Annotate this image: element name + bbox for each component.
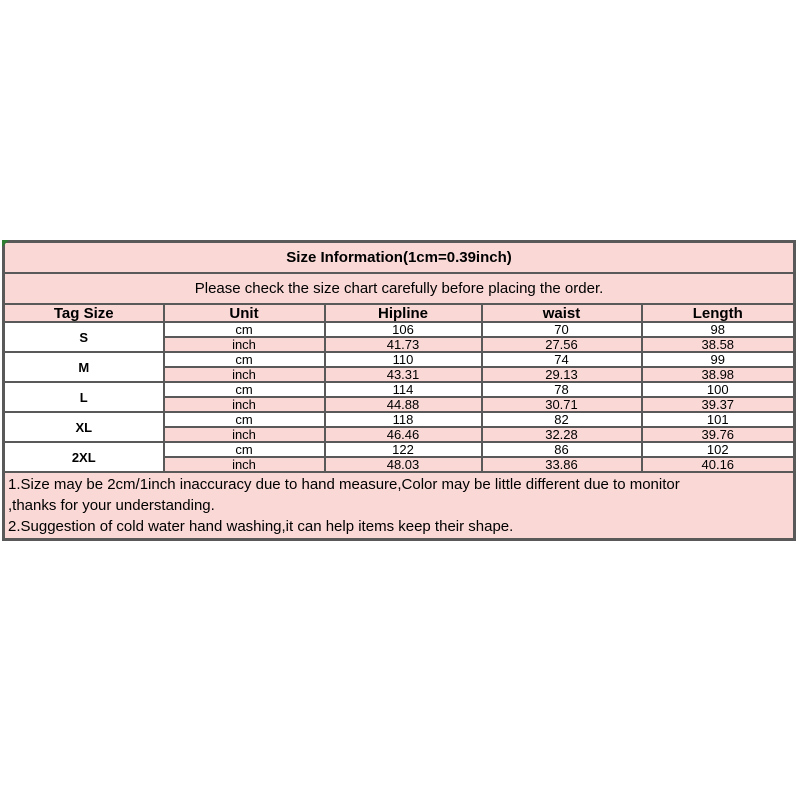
value-cell: 33.86	[482, 457, 642, 472]
value-cell: 101	[642, 412, 795, 427]
value-cell: 38.98	[642, 367, 795, 382]
value-cell: 110	[325, 352, 482, 367]
table-subtitle: Please check the size chart carefully before placing the order.	[4, 273, 795, 304]
unit-cell: inch	[164, 397, 325, 412]
column-header-hipline: Hipline	[325, 304, 482, 322]
column-header-unit: Unit	[164, 304, 325, 322]
unit-cell: inch	[164, 457, 325, 472]
value-cell: 86	[482, 442, 642, 457]
value-cell: 27.56	[482, 337, 642, 352]
note-line-3: 2.Suggestion of cold water hand washing,it can help items keep their shape.	[8, 518, 514, 535]
value-cell: 74	[482, 352, 642, 367]
column-header-waist: waist	[482, 304, 642, 322]
value-cell: 30.71	[482, 397, 642, 412]
value-cell: 39.76	[642, 427, 795, 442]
value-cell: 82	[482, 412, 642, 427]
tag-size-cell-2xl: 2XL	[4, 442, 164, 472]
unit-cell: inch	[164, 367, 325, 382]
unit-cell: inch	[164, 427, 325, 442]
value-cell: 118	[325, 412, 482, 427]
notes-cell	[4, 472, 795, 540]
size-chart-table	[2, 240, 796, 541]
tag-size-cell-xl: XL	[4, 412, 164, 442]
value-cell: 122	[325, 442, 482, 457]
note-line-2: ,thanks for your understanding.	[8, 497, 215, 514]
value-cell: 48.03	[325, 457, 482, 472]
value-cell: 43.31	[325, 367, 482, 382]
tag-size-cell-l: L	[4, 382, 164, 412]
value-cell: 44.88	[325, 397, 482, 412]
value-cell: 38.58	[642, 337, 795, 352]
unit-cell: inch	[164, 337, 325, 352]
value-cell: 32.28	[482, 427, 642, 442]
value-cell: 102	[642, 442, 795, 457]
tag-size-cell-m: M	[4, 352, 164, 382]
unit-cell: cm	[164, 442, 325, 457]
value-cell: 106	[325, 322, 482, 337]
value-cell: 98	[642, 322, 795, 337]
value-cell: 29.13	[482, 367, 642, 382]
column-header-length: Length	[642, 304, 795, 322]
value-cell: 114	[325, 382, 482, 397]
unit-cell: cm	[164, 412, 325, 427]
value-cell: 40.16	[642, 457, 795, 472]
unit-cell: cm	[164, 352, 325, 367]
green-corner-marker	[2, 240, 9, 247]
unit-cell: cm	[164, 382, 325, 397]
table-title: Size Information(1cm=0.39inch)	[4, 242, 795, 274]
tag-size-cell-s: S	[4, 322, 164, 352]
value-cell: 70	[482, 322, 642, 337]
value-cell: 39.37	[642, 397, 795, 412]
value-cell: 78	[482, 382, 642, 397]
note-line-1: 1.Size may be 2cm/1inch inaccuracy due to hand measure,Color may be little different due to monitor	[8, 476, 680, 493]
value-cell: 99	[642, 352, 795, 367]
value-cell: 100	[642, 382, 795, 397]
column-header-tag-size: Tag Size	[4, 304, 164, 322]
unit-cell: cm	[164, 322, 325, 337]
value-cell: 41.73	[325, 337, 482, 352]
value-cell: 46.46	[325, 427, 482, 442]
